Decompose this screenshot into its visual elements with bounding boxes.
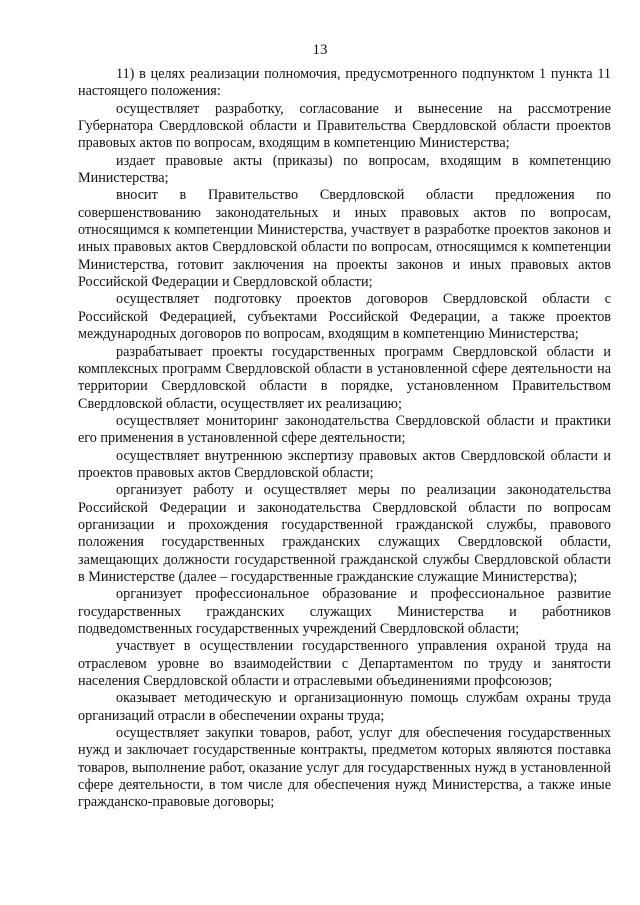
- paragraph: осуществляет мониторинг законодательства Свердловской области и практики его применения в установленной сфере деятельности;: [78, 412, 611, 447]
- paragraph: 11) в целях реализации полномочия, предусмотренного подпунктом 1 пункта 11 настоящего положения:: [78, 66, 611, 100]
- paragraph: организует работу и осуществляет меры по реализации законодательства Российской Федерации и законодательства Свердловской области по вопросам организации и прохождения государственной гражданской службы, правового положения государственных гражданских служащих Свердловской области, замещающих должности государственной гражданской службы Свердловской области в Министерстве (далее – государственные гражданские служащие Министерства);: [78, 482, 611, 585]
- paragraph: участвует в осуществлении государственного управления охраной труда на отраслевом уровне во взаимодействии с Департаментом по труду и занятости населения Свердловской области и отраслевыми объединениями профсоюзов;: [78, 638, 611, 690]
- paragraph: осуществляет подготовку проектов договоров Свердловской области с Российской Федерацией, субъектами Российской Федерации, а также проектов международных договоров по вопросам, входящим в компетенцию Министерства;: [78, 291, 611, 343]
- paragraph: осуществляет закупки товаров, работ, услуг для обеспечения государственных нужд и заключает государственные контракты, предметом которых являются поставка товаров, выполнение работ, оказание услуг для государственных нужд в установленной сфере деятельности, в том числе для обеспечения нужд Министерства, а также иные гражданско-правовые договоры;: [78, 725, 611, 811]
- paragraph: вносит в Правительство Свердловской области предложения по совершенствованию законодательных и иных правовых актов по вопросам, относящимся к компетенции Министерства, участвует в разработке проектов законов и иных правовых актов Свердловской области по вопросам, относящимся к компетенции Министерства, готовит заключения на проекты законов и иных правовых актов Российской Федерации и Свердловской области;: [78, 187, 611, 291]
- document-body: [78, 66, 611, 812]
- page-number: 13: [312, 42, 328, 58]
- paragraph: издает правовые акты (приказы) по вопросам, входящим в компетенцию Министерства;: [78, 152, 611, 187]
- paragraph: организует профессиональное образование и профессиональное развитие государственных гражданских служащих Министерства и работников подведомственных государственных учреждений Свердловской области;: [78, 586, 611, 637]
- paragraph: оказывает методическую и организационную помощь службам охраны труда организаций отрасли в обеспечении охраны труда;: [78, 690, 611, 724]
- paragraph: осуществляет разработку, согласование и вынесение на рассмотрение Губернатора Свердловской области и Правительства Свердловской области проектов правовых актов по вопросам, входящим в компетенцию Министерства;: [78, 100, 611, 152]
- paragraph: разрабатывает проекты государственных программ Свердловской области и комплексных программ Свердловской области в установленной сфере деятельности на территории Свердловской области в порядке, установленном Правительством Свердловской области, осуществляет их реализацию;: [78, 343, 611, 412]
- paragraph: осуществляет внутреннюю экспертизу правовых актов Свердловской области и проектов правовых актов Свердловской области;: [78, 447, 611, 481]
